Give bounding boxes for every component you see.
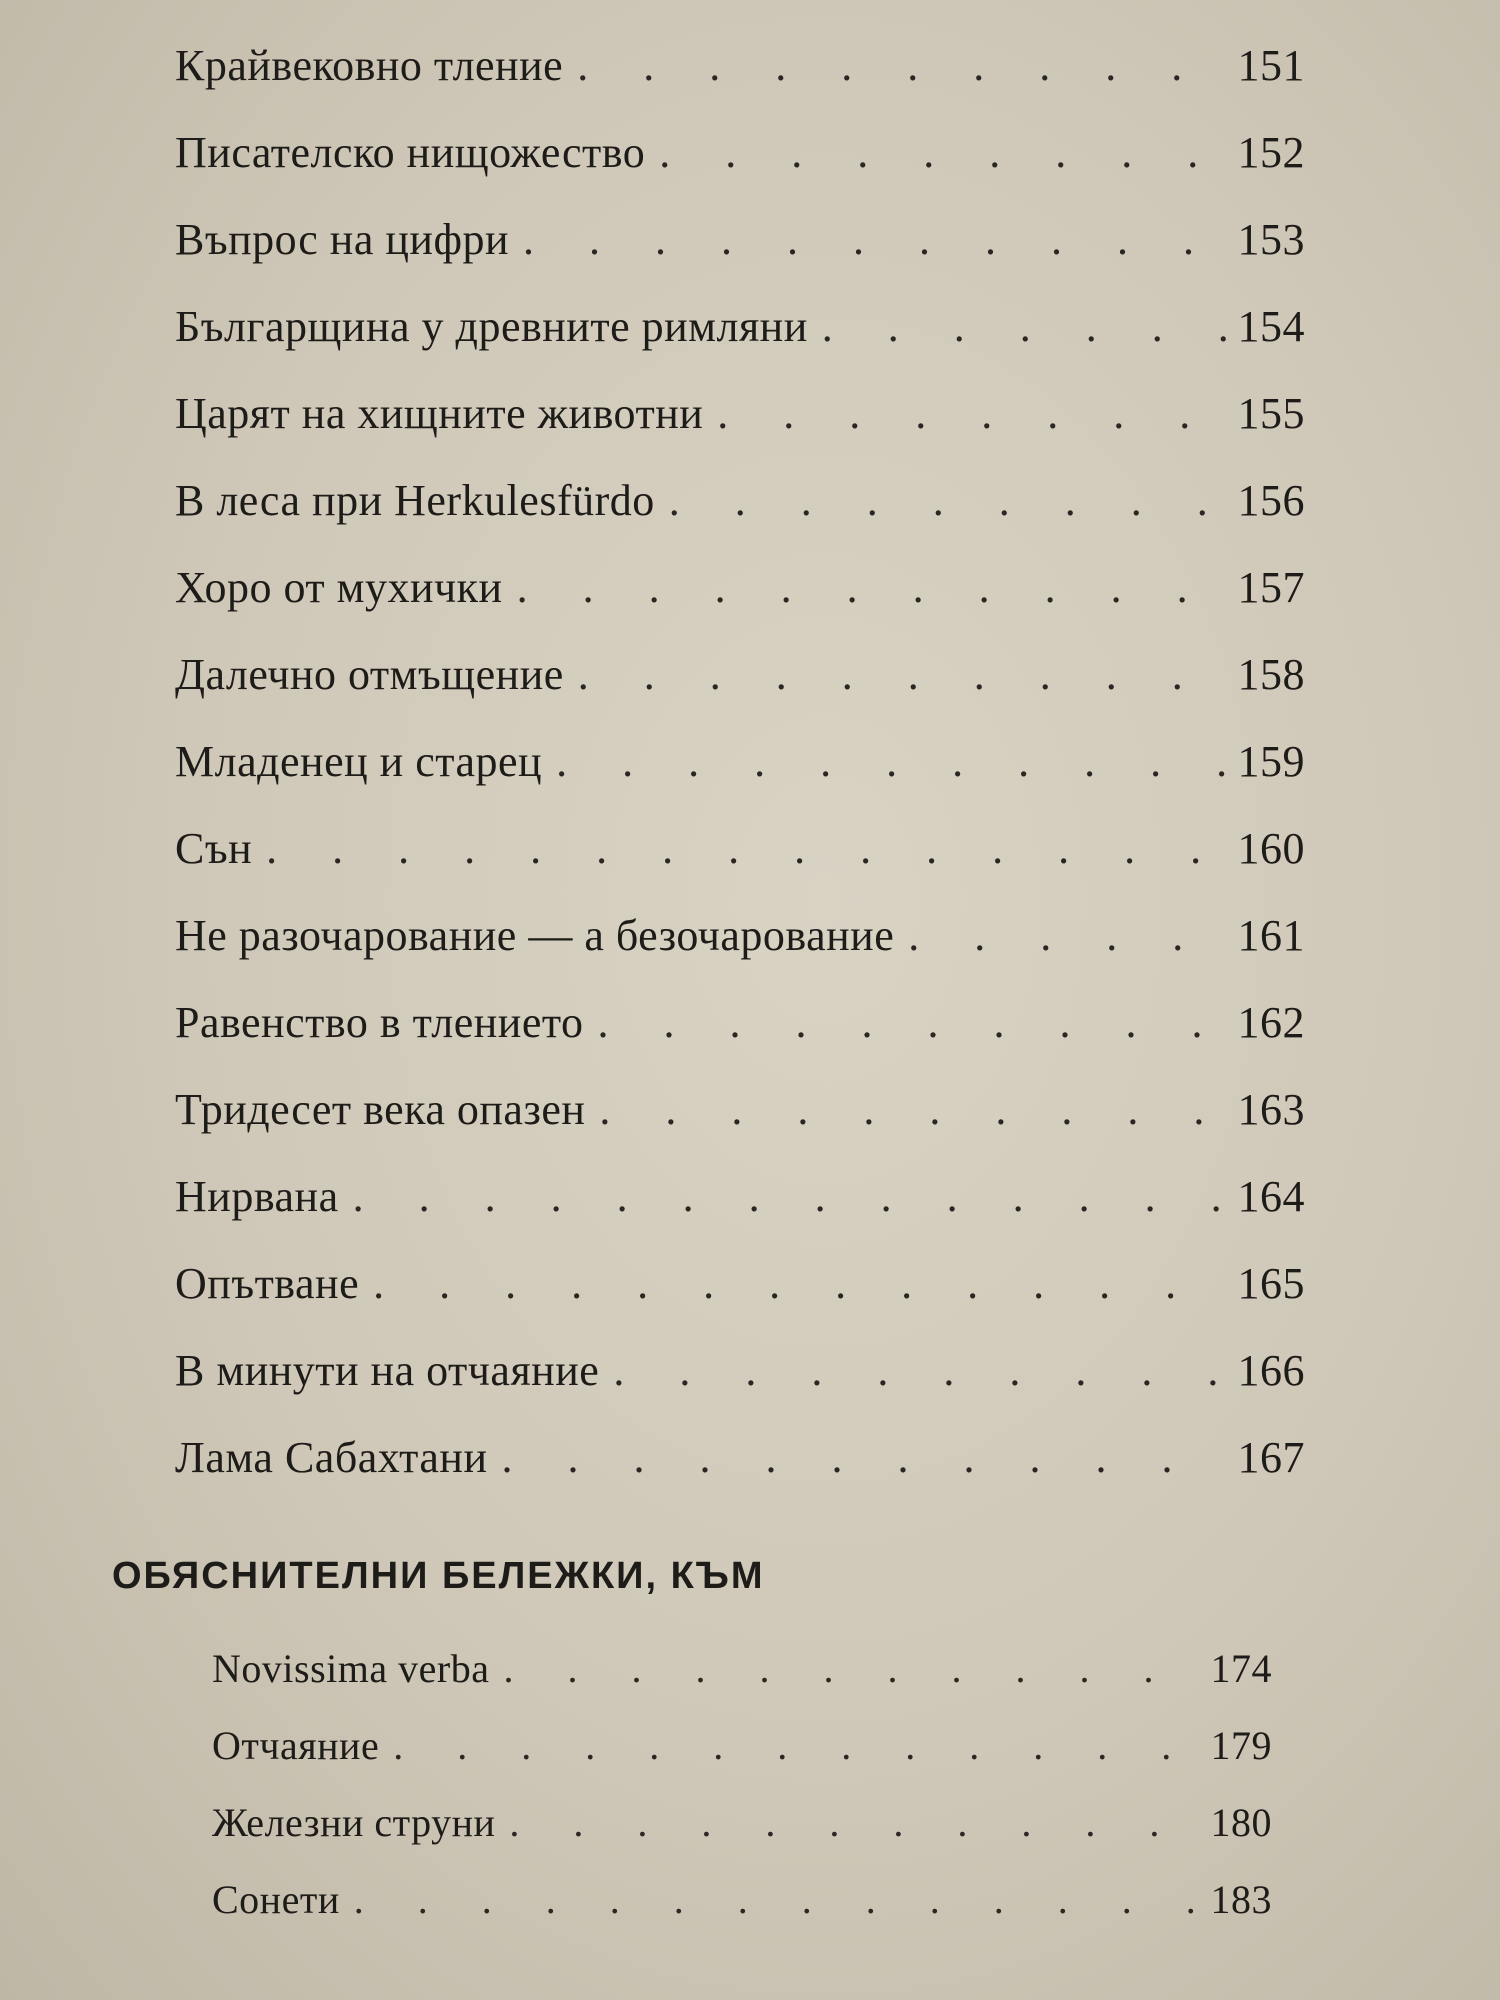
notes-section-heading: ОБЯСНИТЕЛНИ БЕЛЕЖКИ, КЪМ (112, 1555, 765, 1597)
toc-entry-title: Не разочарование — а безочарование (175, 911, 895, 960)
toc-entry (175, 910, 1305, 997)
toc-entry-page: 163 (1237, 1085, 1305, 1134)
toc-entry-page: 160 (1237, 824, 1305, 873)
toc-entry-title: Нирвана (175, 1172, 339, 1221)
toc-entry (175, 736, 1305, 823)
dot-leader (354, 1876, 1203, 1923)
toc-entry-page: 164 (1237, 1172, 1305, 1221)
toc-entry-page: 166 (1237, 1346, 1305, 1395)
toc-entry-title: Българщина у древните римляни (175, 302, 808, 351)
toc-entry (175, 1258, 1305, 1345)
toc-entry (175, 388, 1305, 475)
toc-entry (175, 40, 1305, 127)
toc-entry-title: Далечно отмъщение (175, 650, 564, 699)
toc-entry-title: Сън (175, 824, 253, 873)
toc-entry (175, 214, 1305, 301)
toc-entry-page: 156 (1237, 476, 1305, 525)
toc-entry-title: Лама Сабахтани (175, 1433, 488, 1482)
toc-entry (175, 1432, 1305, 1519)
toc-entry-title: Хоро от мухички (175, 563, 503, 612)
notes-entry (212, 1876, 1272, 1953)
toc-entry (175, 1084, 1305, 1171)
notes-entry-title: Сонети (212, 1877, 340, 1922)
toc-entry-page: 151 (1237, 41, 1305, 90)
toc-entry-page: 155 (1237, 389, 1305, 438)
notes-list (212, 1645, 1272, 1953)
toc-entry-page: 158 (1237, 650, 1305, 699)
table-of-contents (175, 40, 1305, 1519)
dot-leader (598, 997, 1230, 1048)
toc-entry-title: Равенство в тлението (175, 998, 584, 1047)
toc-entry-title: Тридесет века опазен (175, 1085, 586, 1134)
toc-entry (175, 1345, 1305, 1432)
dot-leader (613, 1345, 1229, 1396)
dot-leader (669, 475, 1230, 526)
toc-entry-title: Писателско нищожество (175, 128, 646, 177)
toc-entry-page: 161 (1237, 911, 1305, 960)
toc-entry-title: В леса при Herkulesfürdo (175, 476, 655, 525)
notes-entry-title: Novissima verba (212, 1646, 490, 1691)
dot-leader (503, 1645, 1202, 1692)
toc-entry-page: 154 (1237, 302, 1305, 351)
dot-leader (577, 40, 1229, 91)
notes-entry-page: 180 (1210, 1800, 1272, 1845)
toc-entry-page: 153 (1237, 215, 1305, 264)
toc-entry-page: 157 (1237, 563, 1305, 612)
dot-leader (502, 1432, 1230, 1483)
dot-leader (266, 823, 1229, 874)
dot-leader (523, 214, 1230, 265)
toc-entry (175, 649, 1305, 736)
toc-entry-page: 152 (1237, 128, 1305, 177)
dot-leader (822, 301, 1230, 352)
dot-leader (599, 1084, 1229, 1135)
toc-entry-title: Въпрос на цифри (175, 215, 509, 264)
toc-entry (175, 823, 1305, 910)
toc-entry-title: В минути на отчаяние (175, 1346, 600, 1395)
toc-entry (175, 475, 1305, 562)
toc-entry (175, 997, 1305, 1084)
notes-entry (212, 1722, 1272, 1799)
notes-entry-page: 179 (1210, 1723, 1272, 1768)
dot-leader (556, 736, 1229, 787)
toc-entry (175, 562, 1305, 649)
dot-leader (509, 1799, 1202, 1846)
toc-entry-title: Младенец и старец (175, 737, 543, 786)
dot-leader (353, 1171, 1230, 1222)
notes-entry-page: 183 (1210, 1877, 1272, 1922)
notes-entry (212, 1799, 1272, 1876)
notes-entry-title: Отчаяние (212, 1723, 380, 1768)
notes-entry-page: 174 (1210, 1646, 1272, 1691)
dot-leader (373, 1258, 1229, 1309)
toc-entry (175, 1171, 1305, 1258)
toc-entry-page: 159 (1237, 737, 1305, 786)
dot-leader (659, 127, 1229, 178)
notes-entry-title: Железни струни (212, 1800, 496, 1845)
toc-entry-page: 165 (1237, 1259, 1305, 1308)
dot-leader (717, 388, 1229, 439)
notes-entry (212, 1645, 1272, 1722)
toc-entry (175, 301, 1305, 388)
dot-leader (578, 649, 1230, 700)
dot-leader (393, 1722, 1202, 1769)
toc-entry (175, 127, 1305, 214)
toc-entry-page: 167 (1237, 1433, 1305, 1482)
toc-entry-title: Царят на хищните животни (175, 389, 704, 438)
dot-leader (517, 562, 1230, 613)
dot-leader (908, 910, 1229, 961)
toc-entry-title: Опътване (175, 1259, 360, 1308)
toc-entry-title: Крайвековно тление (175, 41, 564, 90)
toc-entry-page: 162 (1237, 998, 1305, 1047)
